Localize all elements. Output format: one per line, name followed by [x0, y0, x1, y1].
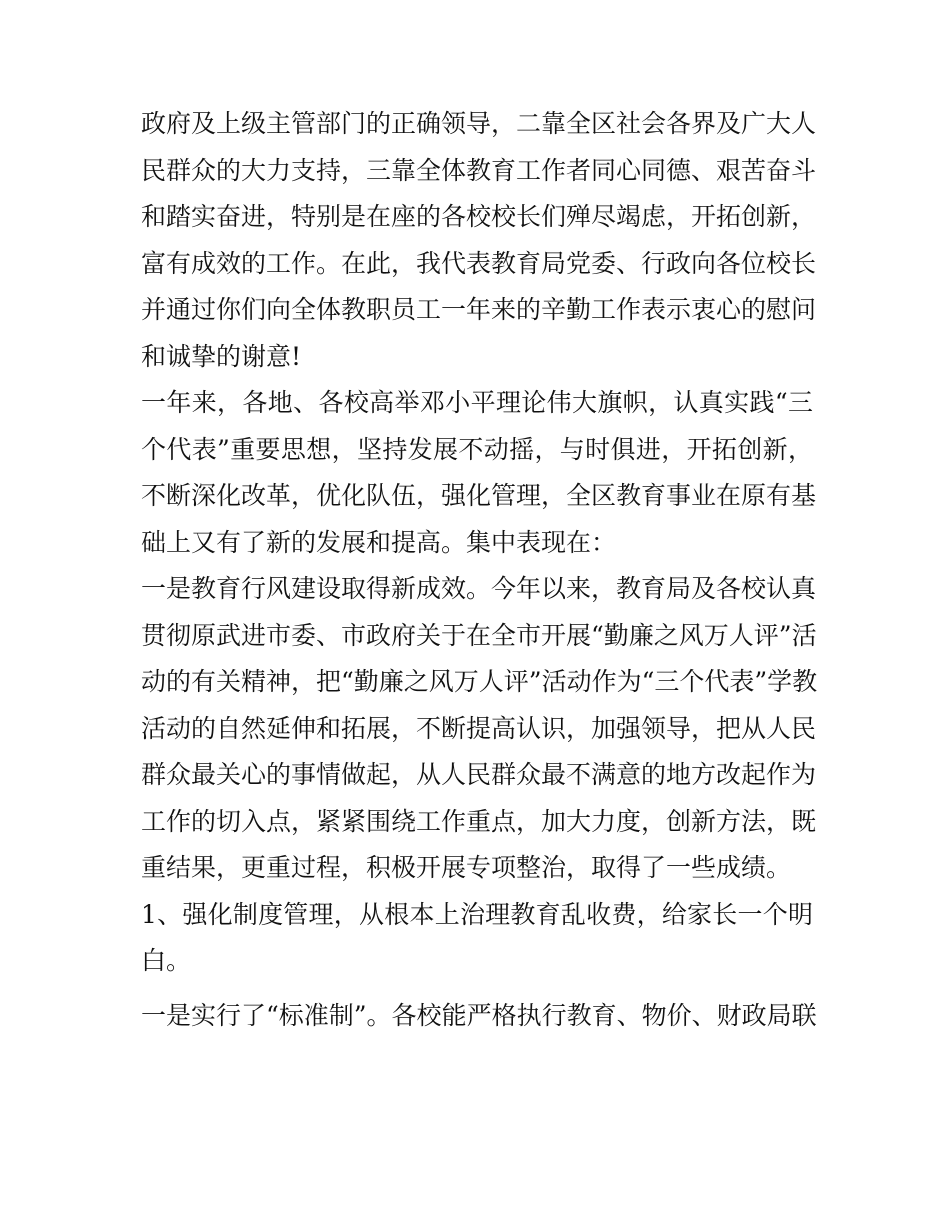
- text-line: 白。: [141, 946, 192, 975]
- text-line: 个代表”重要思想，坚持发展不动摇，与时俱进，开拓创新，: [141, 434, 813, 464]
- document-body: [141, 101, 818, 1039]
- text-line: 民群众的大力支持，三靠全体教育工作者同心同德、艰苦奋斗: [141, 155, 817, 185]
- text-line: 动的有关精神，把“勤廉之风万人评”活动作为“三个代表”学教: [141, 667, 818, 696]
- text-line: 一是教育行风建设取得新成效。今年以来，教育局及各校认真: [141, 574, 817, 603]
- text-line: 富有成效的工作。在此，我代表教育局党委、行政向各位校长: [141, 248, 817, 278]
- text-line: 和踏实奋进，特别是在座的各校校长们殚尽竭虑，开拓创新，: [141, 202, 817, 231]
- paragraph-1: [141, 101, 817, 380]
- paragraph-2: [141, 380, 817, 566]
- text-line: 和诚挚的谢意!: [141, 341, 302, 371]
- text-line: 一是实行了“标准制”。各校能严格执行教育、物价、财政局联: [141, 1000, 817, 1030]
- paragraph-3: [141, 566, 818, 892]
- paragraph-5: [141, 993, 817, 1040]
- text-line: 重结果，更重过程，积极开展专项整治，取得了一些成绩。: [141, 853, 792, 882]
- text-line: 政府及上级主管部门的正确领导，二靠全区社会各界及广大人: [141, 109, 817, 138]
- text-line: 贯彻原武进市委、市政府关于在全市开展“勤廉之风万人评”活: [141, 620, 817, 650]
- text-line: 工作的切入点，紧紧围绕工作重点，加大力度，创新方法，既: [141, 806, 817, 836]
- text-line: 并通过你们向全体教职员工一年来的辛勤工作表示衷心的慰问: [141, 295, 817, 324]
- text-line: 活动的自然延伸和拓展，不断提高认识，加强领导，把从人民: [141, 713, 817, 743]
- paragraph-gap: [141, 985, 813, 993]
- text-line: 础上又有了新的发展和提高。集中表现在：: [141, 527, 617, 557]
- text-line: 一年来，各地、各校高举邓小平理论伟大旗帜，认真实践“三: [141, 388, 813, 417]
- text-line: 1、强化制度管理，从根本上治理教育乱收费，给家长一个明: [141, 899, 813, 929]
- text-line: 群众最关心的事情做起，从人民群众最不满意的地方改起作为: [141, 760, 817, 789]
- text-line: 不断深化改革，优化队伍，强化管理，全区教育事业在原有基: [141, 481, 817, 510]
- paragraph-4: [141, 892, 813, 985]
